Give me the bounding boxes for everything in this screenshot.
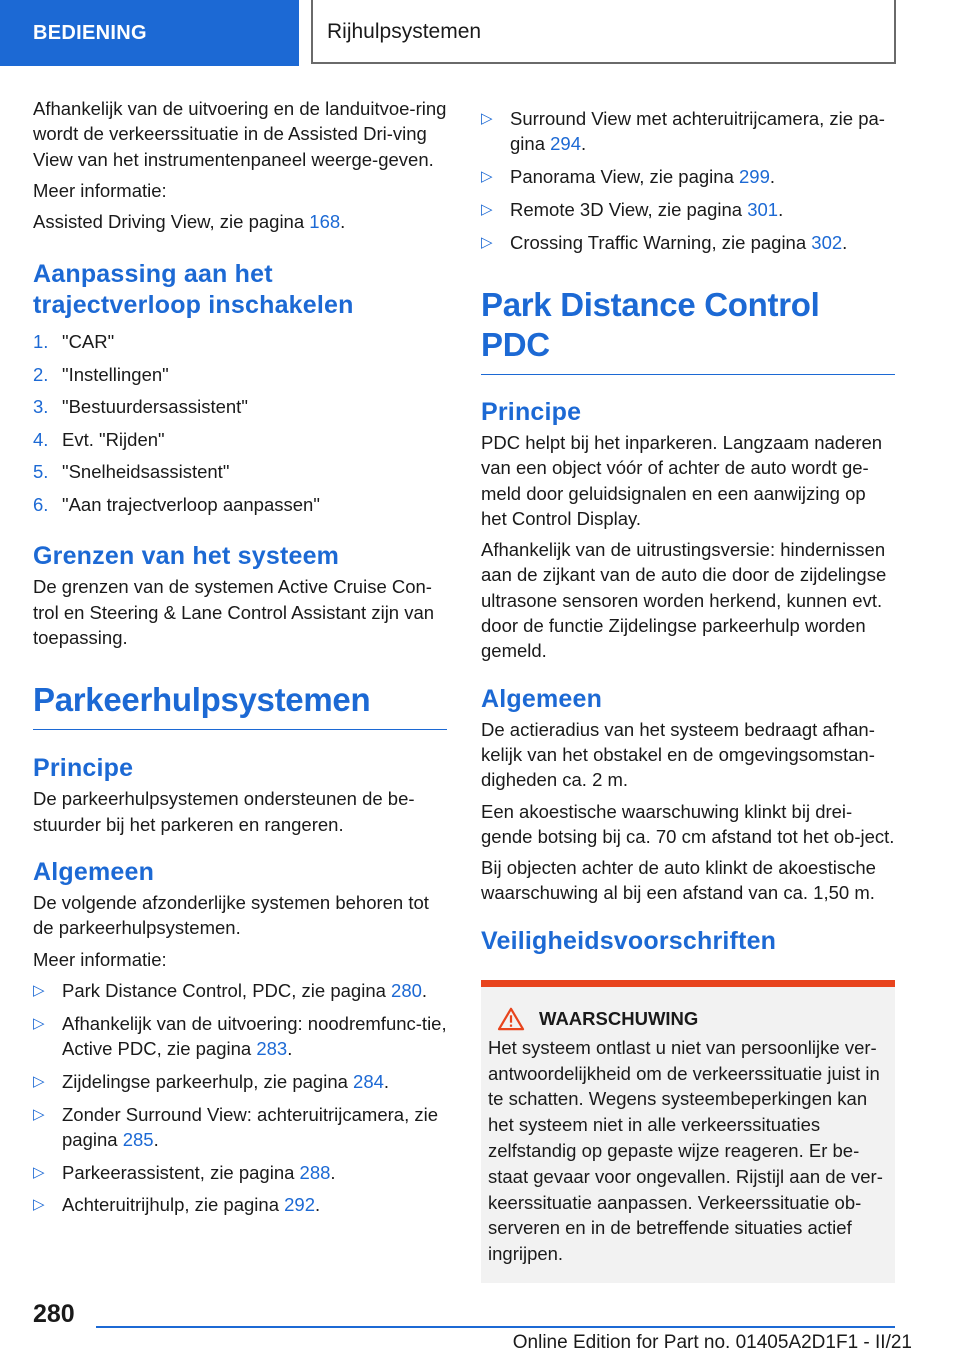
list-item: ▷ Remote 3D View, zie pagina 301.: [481, 197, 895, 222]
heading-principe: Principe: [481, 397, 582, 426]
list-item: ▷ Afhankelijk van de uitvoering: noodremfunc-tie, Active PDC, zie pagina 283.: [33, 1012, 447, 1059]
left-column: [33, 96, 447, 1225]
intro-paragraph: Afhankelijk van de uitvoering en de landuitvoe-ring wordt de verkeerssituatie in de Assisted Dri-ving View van het instrumentenpaneel weerge-geven.: [33, 98, 447, 170]
heading-algemeen: Algemeen: [33, 857, 155, 886]
section-label: BEDIENING: [0, 0, 299, 66]
triangle-bullet-icon: ▷: [33, 1014, 45, 1032]
step-item: 3. "Bestuurdersassistent": [33, 396, 248, 418]
page-link[interactable]: 284: [353, 1070, 384, 1092]
page-link[interactable]: 283: [256, 1037, 288, 1059]
cross-reference: Assisted Driving View, zie pagina 168.: [33, 211, 346, 233]
page-link[interactable]: 292: [284, 1194, 316, 1216]
warning-box: [481, 980, 895, 1283]
parking-systems-list: [33, 978, 447, 1218]
warning-header: [488, 1006, 888, 1032]
triangle-bullet-icon: ▷: [481, 168, 493, 186]
warning-triangle-icon: [496, 1007, 526, 1031]
footer-divider: [96, 1326, 895, 1328]
parking-systems-list-continued: [481, 106, 895, 255]
list-item: ▷ Zonder Surround View: achteruitrijcamera, zie pagina 285.: [33, 1103, 438, 1150]
triangle-bullet-icon: ▷: [33, 1163, 45, 1181]
page-link[interactable]: 301: [747, 198, 779, 220]
edition-info: Online Edition for Part no. 01405A2D1F1 - II/21: [512, 1332, 912, 1353]
step-item: 1. "CAR": [33, 331, 115, 353]
triangle-bullet-icon: ▷: [33, 981, 45, 999]
heading-algemeen: Algemeen: [481, 684, 603, 713]
pdc-algemeen-text: De actieradius van het systeem bedraagt afhan-kelijk van het obstakel en de omgevingsomstan-digheden ca. 2 m.: [481, 718, 875, 791]
list-item: ▷ Zijdelingse parkeerhulp, zie pagina 284.: [33, 1069, 447, 1094]
warning-text: Het systeem ontlast u niet van persoonlijke ver-antwoordelijkheid om de verkeerssituatie juist in te schatten. Wegens systeembeperkingen kan het systeem niet in alle verkeerssituaties zelfstandig op gepaste wijze reageren. Er be-staat gevaar voor ongevallen. Rijstijl aan de ver-keerssituatie aanpassen. Verkeerssituatie ob-serveren en in de betreffende situaties actief ingrijpen.: [488, 1036, 883, 1265]
page-link[interactable]: 280: [391, 979, 422, 1001]
step-item: 6. "Aan trajectverloop aanpassen": [33, 493, 320, 515]
heading-veiligheidsvoorschriften: Veiligheidsvoorschriften: [481, 926, 777, 955]
list-item: ▷ Panorama View, zie pagina 299.: [481, 164, 895, 189]
page-number: 280: [33, 1300, 75, 1328]
principe-text: De parkeerhulpsystemen ondersteunen de be-stuurder bij het parkeren en rangeren.: [33, 788, 415, 835]
list-item: ▷ Achteruitrijhulp, zie pagina 292.: [33, 1192, 447, 1217]
list-item: ▷ Crossing Traffic Warning, zie pagina 302.: [481, 230, 895, 255]
warning-label: WAARSCHUWING: [539, 1007, 699, 1029]
more-info-label: Meer informatie:: [33, 179, 167, 201]
page-link[interactable]: 288: [299, 1161, 331, 1183]
page-link[interactable]: 294: [550, 133, 581, 155]
title-park-distance-control: Park Distance Control PDC: [481, 285, 895, 375]
title-parkeerhulpsystemen: Parkeerhulpsystemen: [33, 680, 447, 730]
heading-grenzen: Grenzen van het systeem: [33, 542, 340, 571]
triangle-bullet-icon: ▷: [33, 1105, 45, 1123]
more-info-label: Meer informatie:: [33, 948, 167, 970]
triangle-bullet-icon: ▷: [481, 233, 493, 251]
chapter-title: Rijhulpsystemen: [311, 0, 896, 64]
right-column: [481, 96, 895, 1283]
step-item: 4. Evt. "Rijden": [33, 428, 165, 450]
pdc-principe-text-2: Afhankelijk van de uitrustingsversie: hindernissen aan de zijkant van de auto die door de zijdelingse ultrasone sensoren worden herkend, kunnen evt. door de functie Zijdelingse parkeerhulp worden gemeld.: [481, 539, 887, 662]
page-link[interactable]: 285: [122, 1128, 154, 1150]
triangle-bullet-icon: ▷: [481, 200, 493, 218]
triangle-bullet-icon: ▷: [33, 1072, 45, 1090]
list-item: ▷ Park Distance Control, PDC, zie pagina 280.: [33, 978, 447, 1003]
list-item: ▷ Parkeerassistent, zie pagina 288.: [33, 1160, 447, 1185]
list-item: ▷ Surround View met achteruitrijcamera, zie pa-gina 294.: [481, 108, 885, 155]
pdc-principe-text: PDC helpt bij het inparkeren. Langzaam naderen van een object vóór of achter de auto wordt ge-meld door geluidsignalen en een aanwijzing op het Control Display.: [481, 431, 883, 529]
page-link[interactable]: 302: [811, 231, 843, 253]
heading-principe: Principe: [33, 754, 134, 783]
page-link[interactable]: 299: [739, 166, 770, 188]
page-header: [0, 0, 960, 66]
triangle-bullet-icon: ▷: [481, 110, 493, 127]
steps-list: [33, 326, 447, 521]
step-item: 5. "Snelheidsassistent": [33, 461, 230, 483]
grenzen-text: De grenzen van de systemen Active Cruise Con-trol en Steering & Lane Control Assistant zijn van toepassing.: [33, 576, 435, 649]
pdc-algemeen-text-2: Een akoestische waarschuwing klinkt bij drei-gende botsing bij ca. 70 cm afstand tot het ob-ject.: [481, 800, 895, 847]
pdc-algemeen-text-3: Bij objecten achter de auto klinkt de akoestische waarschuwing al bij een afstand van ca. 1,50 m.: [481, 857, 876, 904]
triangle-bullet-icon: ▷: [33, 1196, 45, 1214]
algemeen-text: De volgende afzonderlijke systemen behoren tot de parkeerhulpsystemen.: [33, 891, 429, 939]
page-link-168[interactable]: 168: [309, 211, 341, 233]
heading-aanpassing: Aanpassing aan het trajectverloop inschakelen: [33, 260, 354, 320]
step-item: 2. "Instellingen": [33, 363, 169, 385]
